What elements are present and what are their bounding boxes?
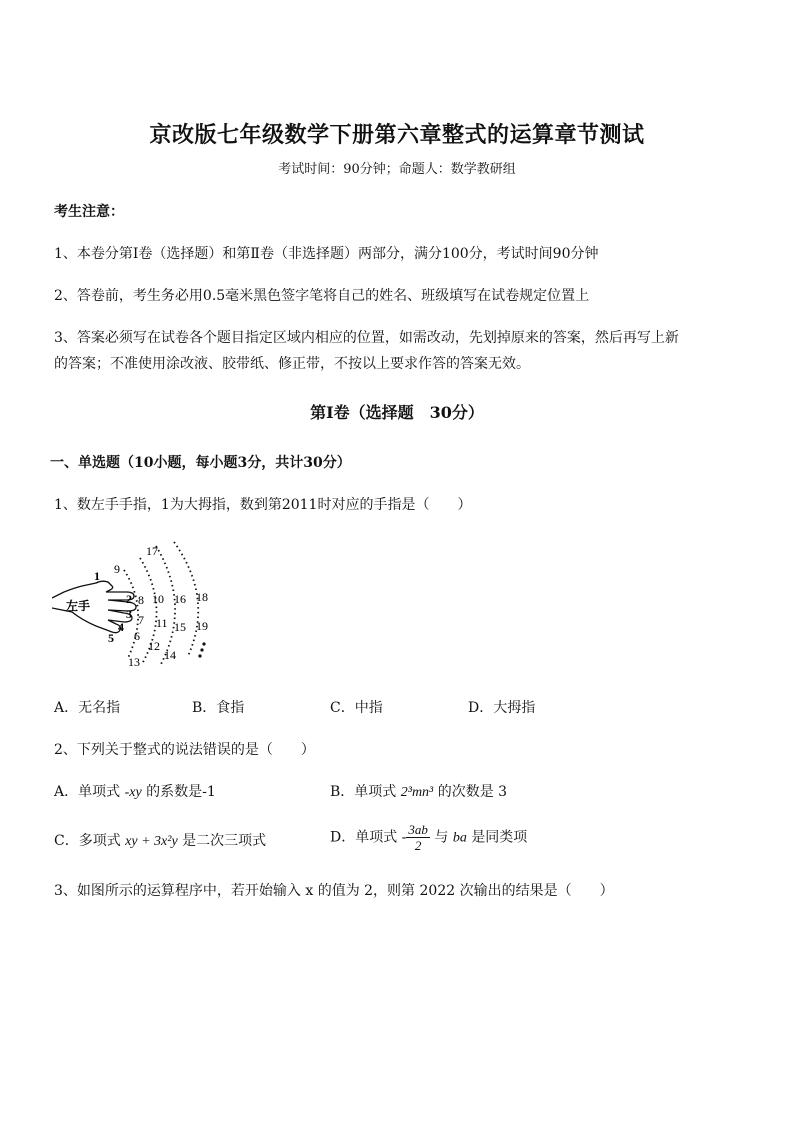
q2-option-a (54, 781, 216, 801)
finger-number: 2 (126, 592, 132, 606)
q1-option-d: D．大拇指 (468, 700, 536, 716)
finger-number: 6 (134, 629, 140, 643)
notice-item-1: 1、本卷分第Ⅰ卷（选择题）和第Ⅱ卷（非选择题）两部分，满分100分，考试时间90分钟 (54, 246, 599, 262)
notice-heading: 考生注意： (54, 204, 124, 220)
notice-item-3: 3、答案必须写在试卷各个题目指定区域内相应的位置，如需改动，先划掉原来的答案，然后再写上新 (54, 330, 679, 346)
q2-d-middle: 与 (434, 829, 449, 846)
q2-d-expression: ba (452, 830, 467, 846)
q2-b-suffix: 的次数是 3 (437, 784, 508, 800)
finger-number: 17 (146, 544, 158, 558)
notice-item-2: 2、答卷前，考生务必用0.5毫米黑色签字笔将自己的姓名、班级填写在试卷规定位置上 (54, 288, 590, 304)
q1-option-a: A．无名指 (54, 700, 121, 716)
hand-label: 左手 (66, 599, 91, 613)
finger-number: 18 (196, 590, 208, 604)
q1-option-c: C．中指 (330, 700, 383, 716)
q1-option-b: B．食指 (192, 700, 245, 716)
q2-a-expression: -xy (124, 785, 142, 800)
finger-number: 8 (138, 593, 144, 607)
q2-a-suffix: 的系数是-1 (146, 784, 216, 800)
finger-number: 7 (138, 613, 144, 627)
finger-number: 5 (108, 631, 114, 645)
continuation-dot (198, 654, 201, 657)
finger-number: 15 (174, 620, 186, 634)
q2-d-suffix: 是同类项 (471, 829, 528, 846)
fraction-numerator: 3ab (408, 822, 428, 837)
finger-number: 11 (156, 616, 168, 630)
finger-number: 19 (196, 619, 208, 633)
q2-d-prefix: D．单项式 - (330, 829, 407, 846)
fraction-denominator: 2 (414, 838, 422, 853)
q2-option-b (330, 781, 507, 801)
finger-number: 12 (148, 639, 160, 653)
page-title: 京改版七年级数学下册第六章整式的运算章节测试 (149, 122, 645, 148)
q2-d-fraction (406, 822, 430, 853)
finger-number: 1 (94, 569, 100, 583)
q1-stem: 1、数左手手指，1为大拇指，数到第2011时对应的手指是（ ） (54, 497, 472, 513)
q2-a-prefix: A．单项式 (54, 784, 121, 800)
section-heading: 第Ⅰ卷（选择题 30分） (310, 403, 484, 422)
finger-number: 9 (114, 562, 120, 576)
q2-option-c (54, 830, 266, 850)
finger-number: 4 (118, 620, 124, 634)
finger-number: 13 (128, 655, 140, 669)
q2-b-expression: 2³mn³ (400, 785, 434, 800)
hand-counting-figure (52, 540, 222, 670)
finger-number: 10 (152, 592, 164, 606)
continuation-dot (200, 648, 203, 651)
finger-number: 16 (174, 592, 186, 606)
exam-info: 考试时间：90分钟；命题人：数学教研组 (278, 162, 516, 177)
q2-option-d (330, 822, 527, 853)
q2-c-suffix: 是二次三项式 (182, 833, 267, 849)
q2-c-prefix: C．多项式 (54, 833, 121, 849)
finger-number: 14 (164, 648, 176, 662)
continuation-dot (202, 642, 205, 645)
q2-stem: 2、下列关于整式的说法错误的是（ ） (54, 742, 315, 758)
finger-number: 3 (126, 607, 132, 621)
q2-c-expression: xy + 3x²y (125, 834, 178, 849)
q2-b-prefix: B．单项式 (330, 784, 397, 800)
notice-item-3-continued: 的答案；不准使用涂改液、胶带纸、修正带，不按以上要求作答的答案无效。 (54, 356, 530, 372)
part-heading: 一、单选题（10小题，每小题3分，共计30分） (50, 455, 351, 471)
q3-stem: 3、如图所示的运算程序中，若开始输入 x 的值为 2，则第 2022 次输出的结果是（ ） (54, 883, 614, 899)
